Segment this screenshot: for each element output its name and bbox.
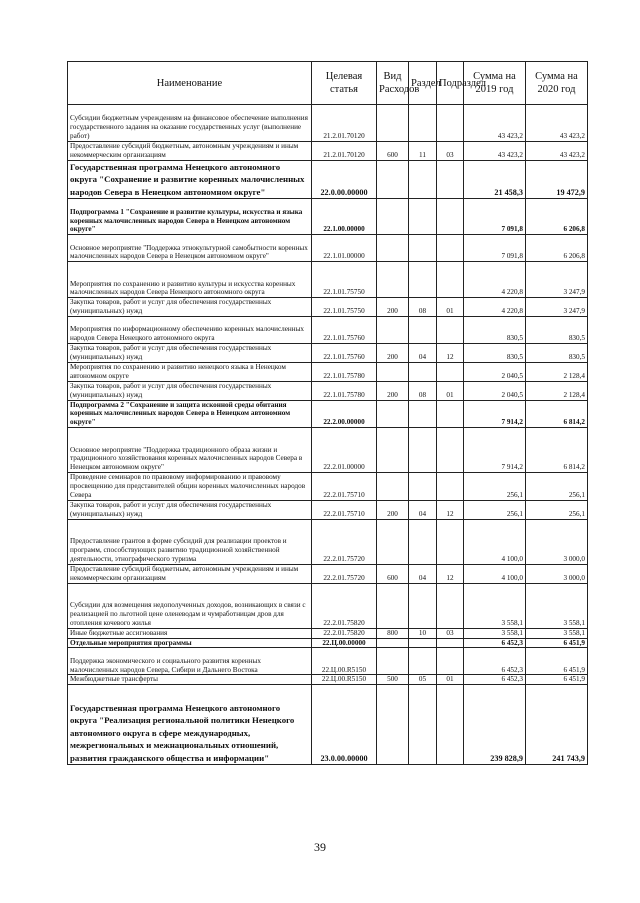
- row-podrazdel: 01: [437, 675, 464, 685]
- row-razdel: [409, 583, 437, 628]
- row-podrazdel: [437, 400, 464, 428]
- row-target-code: 22.1.01.75780: [312, 362, 377, 381]
- table-row: [68, 381, 588, 400]
- row-sum-2019: 4 100,0: [464, 519, 526, 564]
- table-row: [68, 235, 588, 262]
- row-podrazdel: [437, 317, 464, 344]
- row-razdel: 10: [409, 628, 437, 638]
- row-name: Закупка товаров, работ и услуг для обеспечения государственных (муниципальных) нужд: [68, 298, 312, 317]
- row-podrazdel: [437, 648, 464, 675]
- row-podrazdel: 01: [437, 381, 464, 400]
- row-sum-2019: 256,1: [464, 501, 526, 520]
- row-razdel: [409, 685, 437, 765]
- row-podrazdel: [437, 235, 464, 262]
- row-vid: 500: [377, 675, 409, 685]
- row-podrazdel: [437, 685, 464, 765]
- table-row: [68, 519, 588, 564]
- row-vid: [377, 199, 409, 235]
- row-razdel: [409, 648, 437, 675]
- table-header-row: [68, 62, 588, 105]
- table-row: [68, 262, 588, 298]
- row-name: Государственная программа Ненецкого автономного округа "Сохранение и развитие коренных малочисленных народов Севера в Ненецком автономном округе": [68, 160, 312, 199]
- row-name: Предоставление субсидий бюджетным, автономным учреждениям и иным некоммерческим организациям: [68, 564, 312, 583]
- row-podrazdel: 12: [437, 564, 464, 583]
- row-vid: [377, 583, 409, 628]
- row-podrazdel: [437, 362, 464, 381]
- row-target-code: 22.2.01.75720: [312, 564, 377, 583]
- row-name: Основное мероприятие "Поддержка традиционного образа жизни и традиционного хозяйствования коренных малочисленных народов Севера в Ненецком автономном округе": [68, 428, 312, 473]
- header-target: Целевая статья: [312, 62, 377, 105]
- row-sum-2020: 6 814,2: [526, 400, 588, 428]
- row-vid: [377, 648, 409, 675]
- header-sum-2020: Сумма на 2020 год: [526, 62, 588, 105]
- row-podrazdel: 03: [437, 628, 464, 638]
- row-podrazdel: 12: [437, 501, 464, 520]
- row-target-code: 22.2.01.75710: [312, 473, 377, 501]
- row-sum-2020: 43 423,2: [526, 105, 588, 142]
- row-vid: 800: [377, 628, 409, 638]
- row-sum-2020: 256,1: [526, 501, 588, 520]
- budget-table: [67, 61, 588, 765]
- row-podrazdel: 03: [437, 142, 464, 161]
- row-podrazdel: [437, 519, 464, 564]
- table-row: [68, 160, 588, 199]
- row-target-code: 22.2.01.00000: [312, 428, 377, 473]
- row-name: Мероприятия по сохранению и развитию ненецкого языка в Ненецком автономном округе: [68, 362, 312, 381]
- table-row: [68, 685, 588, 765]
- row-sum-2019: 2 040,5: [464, 362, 526, 381]
- row-target-code: 22.1.01.75750: [312, 262, 377, 298]
- row-sum-2020: 3 558,1: [526, 583, 588, 628]
- header-podrazdel: Подраздел: [437, 62, 464, 105]
- row-razdel: [409, 519, 437, 564]
- row-razdel: [409, 199, 437, 235]
- table-row: [68, 473, 588, 501]
- row-name: Субсидии для возмещения недополученных доходов, возникающих в связи с реализацией по льготной цене оленеводам и чумработницам дров для отопления кочевого жилья: [68, 583, 312, 628]
- row-target-code: 23.0.00.00000: [312, 685, 377, 765]
- row-target-code: 21.2.01.70120: [312, 142, 377, 161]
- row-target-code: 22.2.01.75820: [312, 628, 377, 638]
- row-sum-2020: 6 451,9: [526, 638, 588, 648]
- table-row: [68, 501, 588, 520]
- row-name: Мероприятия по сохранению и развитию культуры и искусства коренных малочисленных народов Севера Ненецкого автономного округа: [68, 262, 312, 298]
- row-name: Государственная программа Ненецкого автономного округа "Реализация региональной политики Ненецкого автономного округа в сфере международных, межрегиональных и межнациональных отношений, развития гражданского общества и информации": [68, 685, 312, 765]
- row-razdel: 04: [409, 564, 437, 583]
- header-razdel: Раздел: [409, 62, 437, 105]
- row-sum-2019: 6 452,3: [464, 638, 526, 648]
- table-row: [68, 344, 588, 363]
- row-sum-2019: 7 914,2: [464, 400, 526, 428]
- row-sum-2020: 830,5: [526, 344, 588, 363]
- row-sum-2020: 3 247,9: [526, 298, 588, 317]
- row-target-code: 21.2.01.70120: [312, 105, 377, 142]
- row-vid: 600: [377, 142, 409, 161]
- row-vid: [377, 400, 409, 428]
- row-vid: [377, 638, 409, 648]
- row-sum-2019: 7 091,8: [464, 199, 526, 235]
- row-podrazdel: [437, 160, 464, 199]
- row-podrazdel: [437, 638, 464, 648]
- row-name: Межбюджетные трансферты: [68, 675, 312, 685]
- row-sum-2020: 6 206,8: [526, 199, 588, 235]
- row-vid: 200: [377, 381, 409, 400]
- row-sum-2019: 6 452,3: [464, 675, 526, 685]
- row-name: Предоставление грантов в форме субсидий для реализации проектов и программ, способствующих развитию традиционной хозяйственной деятельности, этнографического туризма: [68, 519, 312, 564]
- row-name: Закупка товаров, работ и услуг для обеспечения государственных (муниципальных) нужд: [68, 381, 312, 400]
- row-sum-2020: 3 247,9: [526, 262, 588, 298]
- row-sum-2019: 43 423,2: [464, 105, 526, 142]
- row-razdel: [409, 638, 437, 648]
- row-podrazdel: [437, 262, 464, 298]
- row-vid: [377, 317, 409, 344]
- row-podrazdel: 12: [437, 344, 464, 363]
- row-sum-2019: 21 458,3: [464, 160, 526, 199]
- table-row: [68, 675, 588, 685]
- row-vid: [377, 262, 409, 298]
- row-razdel: [409, 428, 437, 473]
- row-name: Закупка товаров, работ и услуг для обеспечения государственных (муниципальных) нужд: [68, 344, 312, 363]
- row-sum-2020: 6 206,8: [526, 235, 588, 262]
- row-name: Предоставление субсидий бюджетным, автономным учреждениям и иным некоммерческим организациям: [68, 142, 312, 161]
- row-sum-2019: 2 040,5: [464, 381, 526, 400]
- table-row: [68, 638, 588, 648]
- row-target-code: 22.1.01.75760: [312, 317, 377, 344]
- row-razdel: 04: [409, 501, 437, 520]
- row-sum-2020: 19 472,9: [526, 160, 588, 199]
- row-sum-2019: 239 828,9: [464, 685, 526, 765]
- row-target-code: 22.2.00.00000: [312, 400, 377, 428]
- row-razdel: [409, 473, 437, 501]
- table-row: [68, 628, 588, 638]
- page-number: 39: [314, 840, 326, 854]
- row-sum-2019: 256,1: [464, 473, 526, 501]
- row-name: Мероприятия по информационному обеспечению коренных малочисленных народов Севера Ненецкого автономного округа: [68, 317, 312, 344]
- row-target-code: 22.1.00.00000: [312, 199, 377, 235]
- row-sum-2020: 3 000,0: [526, 564, 588, 583]
- row-target-code: 22.2.01.75820: [312, 583, 377, 628]
- row-sum-2020: 2 128,4: [526, 362, 588, 381]
- row-vid: 200: [377, 344, 409, 363]
- row-razdel: 04: [409, 344, 437, 363]
- row-vid: 600: [377, 564, 409, 583]
- row-target-code: 22.1.01.75750: [312, 298, 377, 317]
- row-vid: [377, 685, 409, 765]
- row-vid: [377, 473, 409, 501]
- row-razdel: [409, 362, 437, 381]
- row-sum-2019: 3 558,1: [464, 628, 526, 638]
- row-vid: 200: [377, 298, 409, 317]
- row-podrazdel: [437, 428, 464, 473]
- row-podrazdel: [437, 473, 464, 501]
- header-vid: Вид Расходов: [377, 62, 409, 105]
- row-target-code: 22.1.01.75760: [312, 344, 377, 363]
- row-sum-2019: 4 220,8: [464, 298, 526, 317]
- row-razdel: 11: [409, 142, 437, 161]
- row-target-code: 22.Ц.00.R5150: [312, 675, 377, 685]
- row-sum-2020: 256,1: [526, 473, 588, 501]
- table-row: [68, 105, 588, 142]
- row-vid: [377, 519, 409, 564]
- row-target-code: 22.Ц.00.00000: [312, 638, 377, 648]
- row-sum-2020: 43 423,2: [526, 142, 588, 161]
- row-podrazdel: 01: [437, 298, 464, 317]
- row-sum-2020: 3 000,0: [526, 519, 588, 564]
- header-name: Наименование: [68, 62, 312, 105]
- row-razdel: 05: [409, 675, 437, 685]
- row-podrazdel: [437, 105, 464, 142]
- table-row: [68, 400, 588, 428]
- row-target-code: 22.0.00.00000: [312, 160, 377, 199]
- row-vid: 200: [377, 501, 409, 520]
- row-sum-2020: 241 743,9: [526, 685, 588, 765]
- row-podrazdel: [437, 199, 464, 235]
- row-razdel: [409, 262, 437, 298]
- row-razdel: [409, 400, 437, 428]
- row-name: Закупка товаров, работ и услуг для обеспечения государственных (муниципальных) нужд: [68, 501, 312, 520]
- row-vid: [377, 160, 409, 199]
- table-row: [68, 362, 588, 381]
- table-row: [68, 199, 588, 235]
- row-sum-2020: 6 451,9: [526, 648, 588, 675]
- row-name: Подпрограмма 1 "Сохранение и развитие культуры, искусства и языка коренных малочисленных народов Севера в Ненецком автономном округе": [68, 199, 312, 235]
- row-sum-2019: 4 100,0: [464, 564, 526, 583]
- row-name: Проведение семинаров по правовому информированию и правовому просвещению для представителей общин коренных малочисленных народов Севера: [68, 473, 312, 501]
- row-sum-2019: 43 423,2: [464, 142, 526, 161]
- row-razdel: [409, 105, 437, 142]
- table-row: [68, 648, 588, 675]
- row-razdel: 08: [409, 381, 437, 400]
- header-sum-2019: Сумма на 2019 год: [464, 62, 526, 105]
- table-body: [68, 105, 588, 765]
- table-row: [68, 142, 588, 161]
- table-row: [68, 428, 588, 473]
- row-target-code: 22.2.01.75720: [312, 519, 377, 564]
- row-podrazdel: [437, 583, 464, 628]
- row-sum-2019: 7 091,8: [464, 235, 526, 262]
- row-sum-2019: 3 558,1: [464, 583, 526, 628]
- row-sum-2020: 3 558,1: [526, 628, 588, 638]
- row-razdel: [409, 317, 437, 344]
- row-vid: [377, 105, 409, 142]
- row-vid: [377, 428, 409, 473]
- row-razdel: 08: [409, 298, 437, 317]
- row-name: Субсидии бюджетным учреждениям на финансовое обеспечение выполнения государственного задания на оказание государственных услуг (выполнение работ): [68, 105, 312, 142]
- row-name: Иные бюджетные ассигнования: [68, 628, 312, 638]
- row-sum-2019: 830,5: [464, 317, 526, 344]
- row-name: Отдельные мероприятия программы: [68, 638, 312, 648]
- row-sum-2019: 7 914,2: [464, 428, 526, 473]
- row-name: Поддержка экономического и социального развития коренных малочисленных народов Севера, Сибири и Дальнего Востока: [68, 648, 312, 675]
- row-name: Подпрограмма 2 "Сохранение и защита исконной среды обитания коренных малочисленных народов Севера в Ненецком автономном округе": [68, 400, 312, 428]
- row-sum-2020: 2 128,4: [526, 381, 588, 400]
- row-target-code: 22.Ц.00.R5150: [312, 648, 377, 675]
- row-target-code: 22.2.01.75710: [312, 501, 377, 520]
- row-sum-2020: 6 814,2: [526, 428, 588, 473]
- row-razdel: [409, 235, 437, 262]
- row-sum-2019: 4 220,8: [464, 262, 526, 298]
- row-sum-2019: 830,5: [464, 344, 526, 363]
- row-sum-2020: 6 451,9: [526, 675, 588, 685]
- table-row: [68, 583, 588, 628]
- row-sum-2020: 830,5: [526, 317, 588, 344]
- row-sum-2019: 6 452,3: [464, 648, 526, 675]
- row-vid: [377, 235, 409, 262]
- row-vid: [377, 362, 409, 381]
- table-row: [68, 298, 588, 317]
- row-razdel: [409, 160, 437, 199]
- table-row: [68, 564, 588, 583]
- table-row: [68, 317, 588, 344]
- row-target-code: 22.1.01.00000: [312, 235, 377, 262]
- row-target-code: 22.1.01.75780: [312, 381, 377, 400]
- row-name: Основное мероприятие "Поддержка этнокультурной самобытности коренных малочисленных народов Севера в Ненецком автономном округе": [68, 235, 312, 262]
